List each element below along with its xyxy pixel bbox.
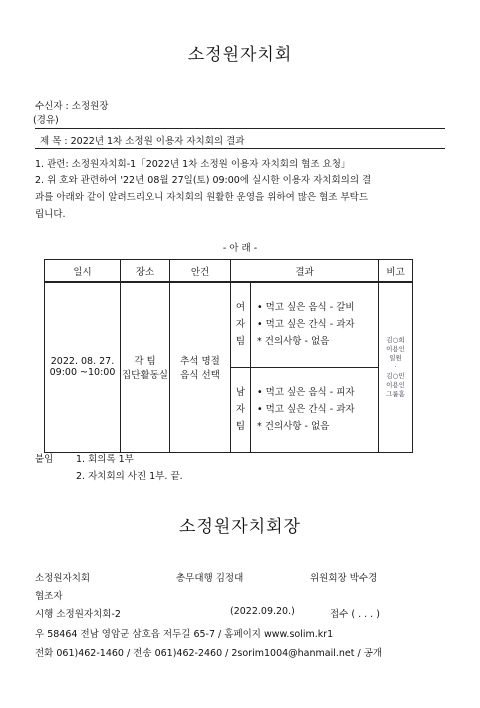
note-line: 이용인 — [386, 344, 405, 353]
note-cell — [379, 282, 413, 452]
header-agenda: 안건 — [170, 260, 231, 283]
receipt-field: 접수 ( . . . ) — [330, 609, 380, 620]
place-line-2: 집단활동실 — [122, 370, 168, 382]
note-line: 일원 — [389, 353, 402, 362]
body-line-3: 과를 아래와 같이 알려드리오니 자치회의 원활한 운영을 위하여 많은 협조 부탁드 — [35, 192, 369, 203]
agenda-cell — [170, 282, 231, 452]
result-item: * 건의사항 - 없음 — [257, 421, 330, 432]
note-line: 그룹홈 — [386, 389, 405, 398]
result-item: • 먹고 싶은 간식 - 과자 — [257, 319, 355, 331]
subject-value: 2022년 1차 소정원 이용자 자치회의 결과 — [70, 136, 245, 147]
date-line-1: 2022. 08. 27. — [50, 356, 115, 368]
enforcement-date: (2022.09.20.) — [230, 606, 295, 617]
signature-acting: 총무대행 김정대 — [176, 573, 244, 584]
place-cell — [121, 282, 170, 452]
header-result: 결과 — [231, 260, 379, 283]
cooperator-label: 협조자 — [35, 591, 63, 602]
note-line: 김○민 — [386, 371, 405, 380]
group-name-char: 팀 — [235, 421, 246, 432]
group-items-female — [251, 282, 379, 367]
group-name-char: 팀 — [235, 336, 246, 348]
note-line: 김○희 — [386, 335, 405, 344]
attachment-label: 붙임 — [35, 454, 54, 465]
note-text — [379, 336, 412, 399]
group-name-male — [231, 367, 251, 452]
recipient-label: 수신자 : — [35, 101, 69, 112]
agenda-line-2: 음식 선택 — [180, 370, 220, 382]
subject-line — [40, 133, 244, 147]
result-item: • 먹고 싶은 음식 - 피자 — [257, 387, 355, 398]
result-item: * 건의사항 - 없음 — [257, 336, 330, 348]
group-name-char: 남 — [235, 387, 246, 398]
group-name-char: 자 — [235, 404, 246, 415]
body-line-4: 립니다. — [35, 209, 66, 220]
group-name-female — [231, 282, 251, 367]
place-line-1: 각 팀 — [134, 356, 156, 368]
header-place: 장소 — [121, 260, 170, 283]
result-item: • 먹고 싶은 간식 - 과자 — [257, 404, 355, 415]
enforcement-label: 시행 소정원자치회-2 — [35, 609, 121, 620]
date-cell — [45, 282, 121, 452]
note-line: 이용인 — [386, 380, 405, 389]
note-line: · — [394, 362, 397, 371]
result-item: • 먹고 싶은 음식 - 갈비 — [257, 302, 355, 314]
body-line-1: 1. 관련: 소정원자치회-1「2022년 1차 소정원 이용자 자치회의 협조 요청」 — [35, 159, 351, 170]
subject-bottom-rule — [35, 148, 445, 149]
org-title: 소정원자치회 — [187, 45, 293, 65]
body-line-2: 2. 위 호와 관련하여 '22년 08월 27일(토) 09:00에 실시한 이용자 자치회의의 결 — [35, 175, 372, 186]
chair-title: 소정원자치회장 — [179, 517, 301, 537]
group-name-char: 자 — [235, 319, 246, 331]
signature-org: 소정원자치회 — [35, 573, 91, 584]
subject-top-rule — [35, 128, 445, 129]
table-row — [45, 282, 413, 367]
attachment-item-2: 2. 자치회의 사진 1부. 끝. — [76, 471, 183, 482]
table-header-row — [45, 260, 413, 283]
attachment-item-1: 1. 회의록 1부 — [76, 454, 134, 465]
result-table — [44, 259, 413, 453]
header-note: 비고 — [379, 260, 413, 283]
contact-line: 전화 061)462-1460 / 전송 061)462-2460 / 2sorim1004@hanmail.net / 공개 — [35, 648, 383, 659]
via-line: (경유) — [33, 115, 59, 126]
recipient-line — [35, 98, 109, 112]
subject-label: 제 목 : — [40, 136, 68, 147]
signature-vice: 위원회장 박수경 — [310, 573, 378, 584]
below-marker: - 아 래 - — [222, 243, 258, 254]
group-items-male — [251, 367, 379, 452]
group-name-char: 여 — [235, 302, 246, 314]
date-line-2: 09:00 ~10:00 — [49, 367, 116, 379]
header-date: 일시 — [45, 260, 121, 283]
recipient-value: 소정원장 — [71, 101, 109, 112]
agenda-line-1: 추석 명절 — [180, 356, 220, 368]
address-line: 우 58464 전남 영암군 삼호읍 저두길 65-7 / 홈페이지 www.solim.kr1 — [35, 629, 334, 640]
